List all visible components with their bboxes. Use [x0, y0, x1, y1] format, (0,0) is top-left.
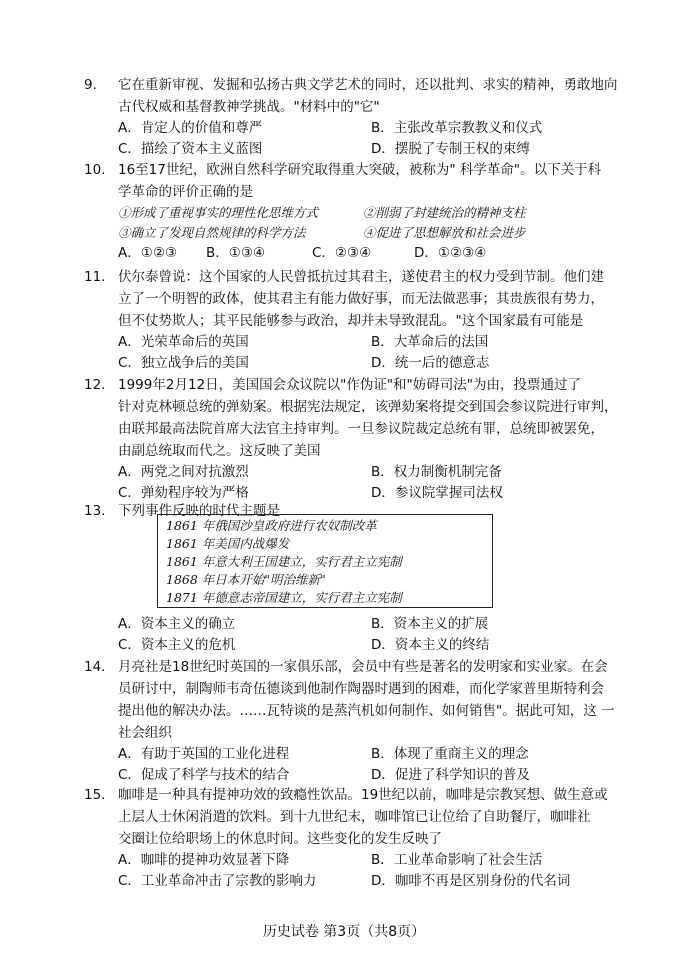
- question-11: [84, 266, 628, 374]
- question-number: 15.: [84, 787, 106, 803]
- question-number: 9.: [84, 77, 97, 93]
- option-c[interactable]: C．促成了科学与技术的结合: [118, 767, 290, 783]
- option-d[interactable]: D．咖啡不再是区别身份的代名词: [371, 873, 571, 889]
- question-15: [84, 784, 628, 892]
- option-b[interactable]: B．工业革命影响了社会生活: [371, 852, 543, 868]
- question-stem-line: 16至17世纪，欧洲自然科学研究取得重大突破，被称为" 科学革命"。以下关于科: [118, 162, 602, 178]
- option-b[interactable]: B．资本主义的扩展: [371, 616, 489, 632]
- statement-2: ②削弱了封建统治的精神支柱: [363, 205, 526, 220]
- question-stem-line: 交圈让位给职场上的休息时间。这些变化的发生反映了: [118, 831, 442, 847]
- option-row: [88, 850, 628, 871]
- option-a[interactable]: A．有助于英国的工业化进程: [118, 746, 290, 762]
- question-stem-line: 上层人士休闲消遣的饮料。到十九世纪末，咖啡馆已让位给了自助餐厅，咖啡社: [118, 809, 591, 825]
- option-row: [88, 635, 628, 656]
- option-b[interactable]: B．大革命后的法国: [371, 334, 489, 350]
- question-number: 14.: [84, 659, 106, 675]
- option-a[interactable]: A．两党之间对抗激烈: [118, 464, 249, 480]
- option-d[interactable]: D．统一后的德意志: [371, 355, 490, 371]
- option-a[interactable]: A．资本主义的确立: [118, 616, 236, 632]
- option-b[interactable]: B．体现了重商主义的理念: [371, 746, 529, 762]
- question-number: 10.: [84, 162, 106, 178]
- question-number: 12.: [84, 377, 106, 393]
- question-14: [84, 656, 628, 786]
- question-stem-line: 月亮社是18世纪时英国的一家俱乐部，会员中有些是著名的发明家和实业家。在会: [118, 659, 608, 675]
- option-b[interactable]: B．权力制衡机制完备: [371, 464, 502, 480]
- question-stem-line: 针对克林顿总统的弹劾案。根据宪法规定，该弹劾案将提交到国会参议院进行审判，: [118, 399, 618, 415]
- option-b[interactable]: B．主张改革宗教教义和仪式: [371, 120, 543, 136]
- question-number: 13.: [84, 503, 106, 519]
- statement-row: [88, 203, 628, 223]
- statement-1: ①形成了重视事实的理性化思维方式: [118, 205, 319, 220]
- event-line: 1861 年美国内战爆发: [166, 536, 290, 551]
- option-row: [88, 765, 628, 786]
- option-c[interactable]: C．独立战争后的美国: [118, 355, 249, 371]
- page-footer: 历史试卷 第3页（共8页）: [262, 924, 426, 940]
- option-c[interactable]: C．描绘了资本主义蓝图: [118, 141, 263, 157]
- question-stem-line: 咖啡是一种具有提神功效的致瘾性饮品。19世纪以前，咖啡是宗教冥想、做生意或: [118, 787, 608, 803]
- option-c[interactable]: C．工业革命冲击了宗教的影响力: [118, 873, 317, 889]
- option-a[interactable]: A．①②③: [118, 245, 178, 261]
- question-stem-line: 下列事件反映的时代主题是: [118, 503, 280, 519]
- event-line: 1871 年德意志帝国建立，实行君主立宪制: [166, 590, 402, 605]
- question-stem-line: 提出他的解决办法。……瓦特谈的是蒸汽机如何制作、如何销售"。据此可知，这 一: [118, 703, 615, 719]
- option-c[interactable]: C．②③④: [312, 245, 372, 261]
- statement-row: [88, 223, 628, 243]
- option-a[interactable]: A．光荣革命后的英国: [118, 334, 249, 350]
- option-row: [88, 871, 628, 892]
- option-d[interactable]: D．①②③④: [414, 245, 487, 261]
- option-row: [88, 118, 628, 139]
- question-stem-line: 古代权威和基督教神学挑战。"材料中的"它": [118, 99, 380, 115]
- option-row: [88, 614, 628, 635]
- option-c[interactable]: C．弹劾程序较为严格: [118, 485, 249, 501]
- question-stem-line: 由副总统取而代之。这反映了美国: [118, 443, 321, 459]
- question-number: 11.: [84, 269, 106, 285]
- option-a[interactable]: A．咖啡的提神功效显著下降: [118, 852, 290, 868]
- statement-4: ④促进了思想解放和社会进步: [363, 225, 526, 240]
- question-stem-line: 伏尔泰曾说：这个国家的人民曾抵抗过其君主，遂使君主的权力受到节制。他们建: [118, 269, 604, 285]
- event-line: 1861 年俄国沙皇政府进行农奴制改革: [166, 518, 377, 533]
- option-row: [88, 139, 628, 160]
- question-stem-line: 学革命的评价正确的是: [118, 184, 253, 200]
- question-stem-line: 由联邦最高法院首席大法官主持审判。一旦参议院裁定总统有罪，总统即被罢免，: [118, 421, 604, 437]
- option-row: [88, 353, 628, 374]
- option-d[interactable]: D．参议院掌握司法权: [371, 485, 503, 501]
- option-row: [88, 744, 628, 765]
- statement-3: ③确立了发现自然规律的科学方法: [118, 225, 306, 240]
- question-stem-line: 员研讨中，制陶师韦奇伍德谈到他制作陶器时遇到的困难，而化学家普里斯特利会: [118, 681, 604, 697]
- option-row: [88, 243, 628, 264]
- option-d[interactable]: D．摆脱了专制王权的束缚: [371, 141, 530, 157]
- option-b[interactable]: B．①③④: [206, 245, 266, 261]
- option-d[interactable]: D．资本主义的终结: [371, 637, 490, 653]
- option-row: [88, 332, 628, 353]
- option-row: [88, 462, 628, 483]
- question-stem-line: 1999年2月12日，美国国会众议院以"作伪证"和"妨碍司法"为由，投票通过了: [118, 377, 581, 393]
- question-stem-line: 它在重新审视、发掘和弘扬古典文学艺术的同时，还以批判、求实的精神，勇敢地向: [118, 77, 618, 93]
- question-9: [84, 74, 628, 160]
- event-line: 1861 年意大利王国建立，实行君主立宪制: [166, 554, 402, 569]
- question-stem-line: 社会组织: [118, 725, 172, 741]
- events-box: [157, 514, 493, 608]
- question-stem-line: 但不仗势欺人；其平民能够参与政治，却并未导致混乱。"这个国家最有可能是: [118, 313, 584, 329]
- option-d[interactable]: D．促进了科学知识的普及: [371, 767, 530, 783]
- option-a[interactable]: A．肯定人的价值和尊严: [118, 120, 263, 136]
- question-13-options: [88, 614, 628, 656]
- question-12: [84, 374, 628, 504]
- question-10: [84, 159, 628, 264]
- event-line: 1868 年日本开始"明治维新": [166, 572, 326, 587]
- question-stem-line: 立了一个明智的政体，使其君主有能力做好事，而无法做恶事；其贵族很有势力，: [118, 291, 604, 307]
- option-c[interactable]: C．资本主义的危机: [118, 637, 236, 653]
